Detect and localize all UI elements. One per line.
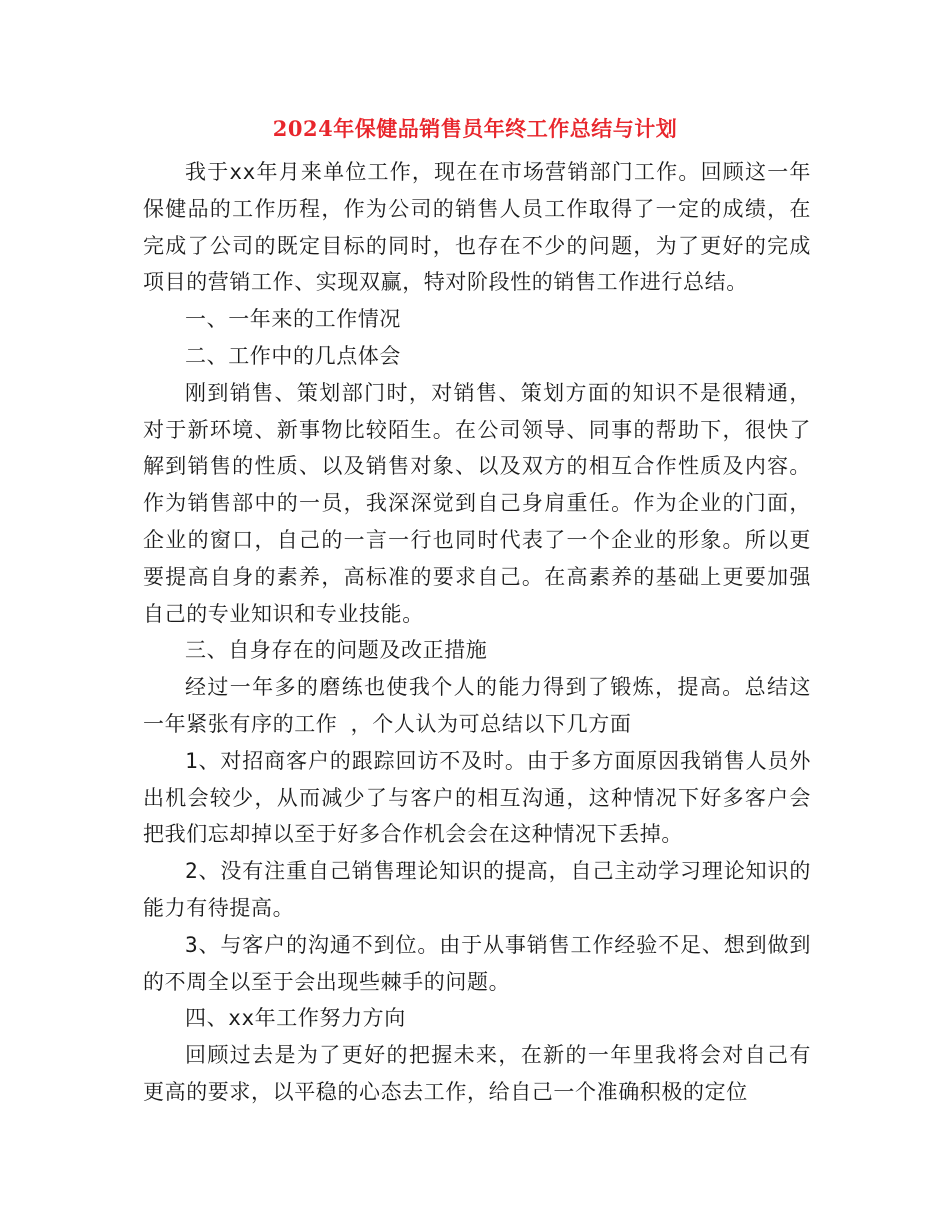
heading-section-4: 四、xx年工作努力方向: [185, 1006, 406, 1031]
document-title: 2024年保健品销售员年终工作总结与计划: [272, 116, 678, 141]
paragraph-outlook: 回顾过去是为了更好的把握未来，在新的一年里我将会对自己有更高的要求，以平稳的心态去工作，给自己一个准确积极的定位: [143, 1043, 811, 1104]
paragraph-summary: 经过一年多的磨练也使我个人的能力得到了锻炼，提高。总结这一年紧张有序的工作 ，个人认为可总结以下几方面: [143, 675, 811, 736]
heading-section-1: 一、一年来的工作情况: [185, 307, 401, 332]
paragraph-experience: 刚到销售、策划部门时，对销售、策划方面的知识不是很精通，对于新环境、新事物比较陌生。在公司领导、同事的帮助下，很快了解到销售的性质、以及销售对象、以及双方的相互合作性质及内容。作为销售部中的一员，我深深觉到自己身肩重任。作为企业的门面，企业的窗口，自己的一言一行也同时代表了一个企业的形象。所以更要提高自身的素养，高标准的要求自己。在高素养的基础上更要加强自己的专业知识和专业技能。: [143, 380, 811, 626]
document-body: [143, 154, 811, 1111]
list-item-1: 1、对招商客户的跟踪回访不及时。由于多方面原因我销售人员外出机会较少，从而减少了与客户的相互沟通，这种情况下好多客户会把我们忘却掉以至于好多合作机会会在这种情况下丢掉。: [143, 748, 811, 847]
heading-section-2: 二、工作中的几点体会: [185, 343, 401, 368]
paragraph-intro: 我于xx年月来单位工作，现在在市场营销部门工作。回顾这一年保健品的工作历程，作为公司的销售人员工作取得了一定的成绩，在完成了公司的既定目标的同时，也存在不少的问题，为了更好的完成项目的营销工作、实现双赢，特对阶段性的销售工作进行总结。: [143, 160, 811, 295]
list-item-3: 3、与客户的沟通不到位。由于从事销售工作经验不足、想到做到的不周全以至于会出现些棘手的问题。: [143, 932, 811, 994]
heading-section-3: 三、自身存在的问题及改正措施: [185, 638, 488, 663]
list-item-2: 2、没有注重自己销售理论知识的提高，自己主动学习理论知识的能力有待提高。: [143, 859, 811, 920]
